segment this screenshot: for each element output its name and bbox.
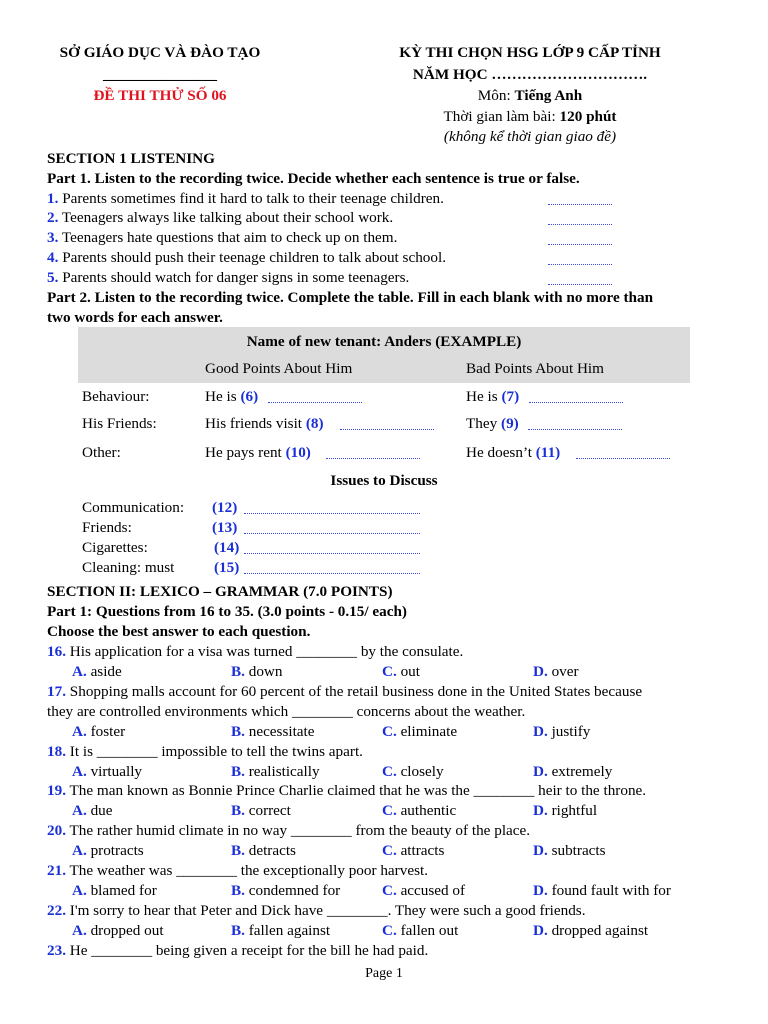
blank-12[interactable] bbox=[244, 500, 420, 514]
choose-instruction: Choose the best answer to each question. bbox=[47, 623, 311, 640]
option-b[interactable]: B. necessitate bbox=[231, 722, 315, 740]
option-d[interactable]: D. subtracts bbox=[533, 842, 606, 860]
school-year: NĂM HỌC …………………………. bbox=[412, 66, 648, 83]
option-b[interactable]: B. correct bbox=[231, 802, 291, 820]
issue-label: Communication: bbox=[82, 499, 185, 516]
question-number: 23. bbox=[47, 941, 66, 959]
issue-num: (12) bbox=[212, 499, 238, 516]
row-label: Other: bbox=[82, 444, 121, 461]
issue-num: (14) bbox=[214, 539, 240, 556]
question-number: 18. bbox=[47, 742, 66, 760]
row-label: His Friends: bbox=[82, 415, 157, 432]
option-a[interactable]: A. dropped out bbox=[72, 921, 164, 939]
option-c[interactable]: C. out bbox=[382, 663, 420, 680]
answer-blank[interactable] bbox=[548, 234, 612, 245]
option-b[interactable]: B. condemned for bbox=[231, 882, 341, 899]
header-underline: _______________ bbox=[103, 66, 217, 83]
option-c[interactable]: C. closely bbox=[382, 762, 444, 780]
blank-7[interactable] bbox=[529, 389, 623, 403]
option-c[interactable]: C. accused of bbox=[382, 882, 466, 899]
issue-num: (13) bbox=[212, 519, 238, 536]
option-d[interactable]: D. extremely bbox=[533, 762, 613, 780]
question-number: 17. bbox=[47, 682, 66, 700]
issue-label: Cigarettes: bbox=[82, 539, 148, 556]
part1-instruction: Part 1. Listen to the recording twice. Decide whether each sentence is true or false. bbox=[47, 170, 580, 187]
tf-item: 4. Parents should push their teenage children to talk about school. bbox=[47, 249, 447, 266]
question-number: 20. bbox=[47, 822, 66, 840]
answer-blank[interactable] bbox=[548, 274, 612, 285]
option-c[interactable]: C. fallen out bbox=[382, 921, 459, 939]
good-cell: He is (6) bbox=[205, 388, 259, 405]
exam-title: KỲ THI CHỌN HSG LỚP 9 CẤP TỈNH bbox=[399, 44, 661, 61]
option-d[interactable]: D. dropped against bbox=[533, 921, 649, 939]
option-d[interactable]: D. found fault with for bbox=[533, 882, 671, 899]
option-a[interactable]: A. due bbox=[72, 802, 113, 820]
question-stem: 19. The man known as Bonnie Prince Charlie claimed that he was the ________ heir to the throne. bbox=[47, 782, 647, 800]
option-d[interactable]: D. rightful bbox=[533, 802, 598, 820]
good-cell: He pays rent (10) bbox=[205, 444, 311, 461]
question-stem: 22. I'm sorry to hear that Peter and Dick have ________. They were such a good friends. bbox=[47, 901, 586, 919]
option-a[interactable]: A. foster bbox=[72, 722, 126, 740]
blank-14[interactable] bbox=[244, 540, 420, 554]
blank-6[interactable] bbox=[268, 389, 362, 403]
section1-title: SECTION 1 LISTENING bbox=[47, 150, 215, 167]
subject-line: Môn: Tiếng Anh bbox=[477, 87, 583, 104]
answer-blank[interactable] bbox=[548, 254, 612, 265]
option-b[interactable]: B. down bbox=[231, 663, 283, 680]
part2-instruction-1: Part 2. Listen to the recording twice. Complete the table. Fill in each blank with no more than bbox=[47, 289, 654, 306]
option-b[interactable]: B. fallen against bbox=[231, 921, 331, 939]
issue-num: (15) bbox=[214, 559, 240, 576]
issues-title: Issues to Discuss bbox=[330, 472, 438, 489]
col-bad-header: Bad Points About Him bbox=[466, 360, 604, 377]
blank-8[interactable] bbox=[340, 416, 434, 430]
tf-item: 3. Teenagers hate questions that aim to check up on them. bbox=[47, 229, 398, 246]
answer-blank[interactable] bbox=[548, 194, 612, 205]
option-b[interactable]: B. detracts bbox=[231, 842, 296, 860]
subject-name: Tiếng Anh bbox=[514, 87, 583, 104]
tf-item: 1. Parents sometimes find it hard to talk to their teenage children. bbox=[47, 190, 444, 207]
table-title: Name of new tenant: Anders (EXAMPLE) bbox=[246, 333, 522, 350]
part2-instruction-2: two words for each answer. bbox=[47, 309, 223, 326]
col-good-header: Good Points About Him bbox=[205, 360, 353, 377]
row-label: Behaviour: bbox=[82, 388, 150, 405]
blank-11[interactable] bbox=[576, 445, 670, 459]
issue-label: Friends: bbox=[82, 519, 132, 536]
time-note: (không kể thời gian giao đề) bbox=[443, 128, 617, 145]
option-b[interactable]: B. realistically bbox=[231, 762, 320, 780]
option-a[interactable]: A. protracts bbox=[72, 842, 144, 860]
question-number: 16. bbox=[47, 643, 66, 660]
tf-item: 5. Parents should watch for danger signs in some teenagers. bbox=[47, 269, 410, 286]
blank-10[interactable] bbox=[326, 445, 420, 459]
bad-cell: He is (7) bbox=[466, 388, 520, 405]
question-stem: 17. Shopping malls account for 60 percent of the retail business done in the United States because bbox=[47, 682, 643, 700]
exam-code: ĐỀ THI THỬ SỐ 06 bbox=[93, 87, 227, 104]
option-a[interactable]: A. blamed for bbox=[72, 882, 157, 899]
question-stem: 18. It is ________ impossible to tell the twins apart. bbox=[47, 742, 363, 760]
time-value: 120 phút bbox=[559, 108, 617, 125]
tf-item: 2. Teenagers always like talking about their school work. bbox=[47, 209, 394, 226]
question-stem: 16. His application for a visa was turned ________ by the consulate. bbox=[47, 643, 464, 660]
issue-label: Cleaning: must bbox=[82, 559, 175, 576]
bad-cell: He doesn’t (11) bbox=[466, 444, 561, 461]
option-c[interactable]: C. eliminate bbox=[382, 722, 458, 740]
good-cell: His friends visit (8) bbox=[205, 415, 324, 432]
question-stem: 23. He ________ being given a receipt for the bill he had paid. bbox=[47, 941, 429, 959]
option-c[interactable]: C. authentic bbox=[382, 802, 457, 820]
blank-13[interactable] bbox=[244, 520, 420, 534]
option-a[interactable]: A. virtually bbox=[72, 762, 143, 780]
question-stem: 21. The weather was ________ the exceptionally poor harvest. bbox=[47, 862, 428, 879]
department-name: SỞ GIÁO DỤC VÀ ĐÀO TẠO bbox=[59, 44, 261, 61]
page-number: Page 1 bbox=[365, 966, 403, 981]
option-a[interactable]: A. aside bbox=[72, 663, 122, 680]
section2-title: SECTION II: LEXICO – GRAMMAR (7.0 POINTS) bbox=[47, 583, 393, 600]
part1-title: Part 1: Questions from 16 to 35. (3.0 points - 0.15/ each) bbox=[47, 603, 407, 620]
option-d[interactable]: D. over bbox=[533, 663, 579, 680]
blank-15[interactable] bbox=[244, 560, 420, 574]
table-header bbox=[78, 327, 690, 383]
question-stem-cont: they are controlled environments which ________ concerns about the weather. bbox=[47, 702, 526, 720]
time-line: Thời gian làm bài: 120 phút bbox=[443, 108, 617, 125]
question-number: 19. bbox=[47, 782, 66, 800]
question-stem: 20. The rather humid climate in no way ________ from the beauty of the place. bbox=[47, 822, 531, 840]
blank-9[interactable] bbox=[528, 416, 622, 430]
bad-cell: They (9) bbox=[466, 415, 519, 432]
option-c[interactable]: C. attracts bbox=[382, 842, 445, 860]
option-d[interactable]: D. justify bbox=[533, 722, 591, 740]
question-number: 22. bbox=[47, 901, 66, 919]
answer-blank[interactable] bbox=[548, 214, 612, 225]
question-number: 21. bbox=[47, 862, 66, 879]
